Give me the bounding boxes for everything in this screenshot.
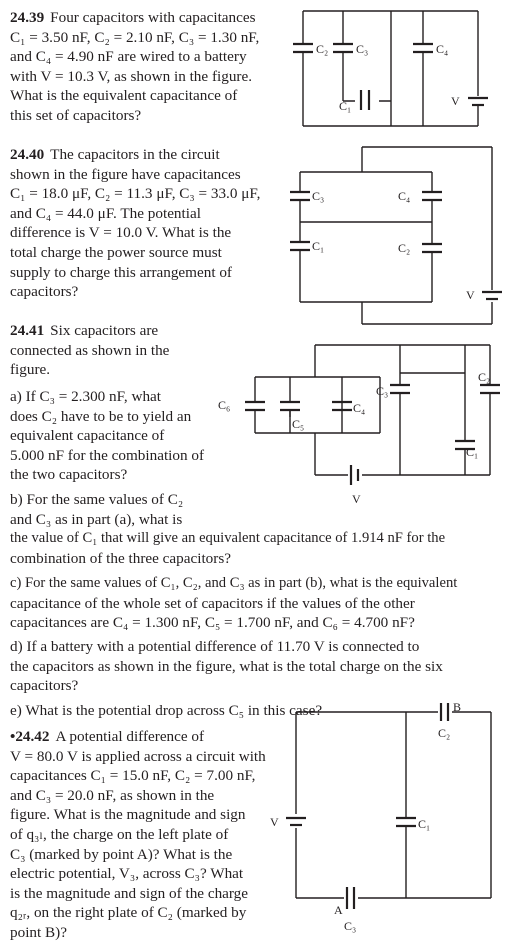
- problem-line: connected as shown in the: [10, 341, 170, 359]
- part-a-line: equivalent capacitance of: [10, 427, 165, 445]
- c4-label: C₄: [398, 189, 411, 203]
- part-a-line: the two capacitors?: [10, 466, 128, 484]
- problem-line: this set of capacitors?: [10, 106, 142, 124]
- problem-line: figure. What is the magnitude and sign: [10, 806, 246, 824]
- c1-label: C₁: [466, 445, 479, 459]
- part-a-line: a) If C₃ = 2.300 nF, what: [10, 388, 161, 405]
- problem-line: What is the equivalent capacitance of: [10, 87, 238, 105]
- c2-label: C₂: [438, 726, 451, 740]
- part-b-line: combination of the three capacitors?: [10, 549, 231, 567]
- c1-label: C₁: [339, 99, 352, 113]
- part-c-line: capacitance of the whole set of capacitors if the values of the other: [10, 594, 415, 612]
- problem-line: capacitors?: [10, 283, 79, 301]
- problem-line: capacitances C₁ = 15.0 nF, C₂ = 7.00 nF,: [10, 767, 256, 785]
- circuit-figure-24-41: [210, 335, 510, 510]
- a-label: A: [334, 903, 343, 917]
- problem-24-40-text: [10, 145, 280, 302]
- c2-label: C₂: [478, 370, 491, 384]
- problem-line: total charge the power source must: [10, 243, 222, 261]
- problem-line: is the magnitude and sign of the charge: [10, 884, 249, 902]
- problem-24-41-part-d: [10, 637, 505, 696]
- c5-label: C₅: [292, 417, 305, 431]
- problem-24-41-intro: [10, 321, 210, 380]
- problem-line: and C₄ = 4.90 nF are wired to a battery: [10, 48, 247, 66]
- problem-line: C₃ (marked by point A)? What is the: [10, 845, 233, 863]
- circuit-figure-24-39: [283, 6, 503, 131]
- v-label: V: [451, 94, 460, 108]
- part-e-line: e) What is the potential drop across C₅ in this case?: [10, 702, 323, 719]
- problem-line: C₁ = 3.50 nF, C₂ = 2.10 nF, C₃ = 1.30 nF,: [10, 28, 260, 46]
- c3-label: C₃: [356, 42, 369, 56]
- problem-line: q₂ᵣ, on the right plate of C₂ (marked by: [10, 904, 247, 922]
- problem-line: supply to charge this arrangement of: [10, 263, 232, 281]
- problem-line: Six capacitors are: [50, 322, 159, 339]
- v-label: V: [466, 288, 475, 302]
- c1-label: C₁: [312, 239, 325, 253]
- problem-line: shown in the figure have capacitances: [10, 165, 241, 183]
- problem-line: of q₃ₗ, the charge on the left plate of: [10, 825, 229, 843]
- part-b-line: and C₃ as in part (a), what is: [10, 510, 183, 528]
- problem-24-41-part-c: [10, 574, 505, 633]
- c4-label: C₄: [353, 401, 366, 415]
- problem-line: electric potential, V₃, across C₃? What: [10, 865, 244, 883]
- problem-number: 24.41: [10, 322, 45, 339]
- problem-line: The capacitors in the circuit: [50, 146, 220, 163]
- part-d-line: d) If a battery with a potential difference of 11.70 V is connected to: [10, 638, 420, 655]
- problem-line: A potential difference of: [55, 728, 205, 745]
- part-c-line: c) For the same values of C₁, C₂, and C₃ as in part (b), what is the equivalent: [10, 575, 458, 591]
- problem-line: figure.: [10, 361, 51, 379]
- part-c-line: capacitances are C₄ = 1.300 nF, C₅ = 1.700 nF, and C₆ = 4.700 nF?: [10, 614, 415, 632]
- part-a-line: 5.000 nF for the combination of: [10, 446, 205, 464]
- problem-line: and C₄ = 44.0 μF. The potential: [10, 204, 201, 222]
- part-d-line: capacitors?: [10, 677, 79, 695]
- c3-label: C₃: [376, 384, 389, 398]
- problem-number: •24.42: [10, 728, 50, 745]
- c3-label: C₃: [312, 189, 325, 203]
- problem-line: V = 80.0 V is applied across a circuit with: [10, 747, 266, 765]
- c4-label: C₄: [436, 42, 449, 56]
- part-d-line: the capacitors as shown in the figure, what is the total charge on the six: [10, 657, 443, 675]
- circuit-figure-24-42: [266, 700, 511, 945]
- problem-line: with V = 10.3 V, as shown in the figure.: [10, 67, 253, 85]
- c1-label: C₁: [418, 817, 431, 831]
- c6-label: C₆: [218, 398, 231, 412]
- part-b-line: the value of C₁ that will give an equivalent capacitance of 1.914 nF for the: [10, 530, 446, 547]
- v-label: V: [352, 492, 361, 506]
- c3-label: C₃: [344, 919, 357, 933]
- problem-24-42-text: [10, 727, 278, 943]
- problem-line: difference is V = 10.0 V. What is the: [10, 224, 232, 242]
- problem-number: 24.39: [10, 9, 45, 26]
- problem-line: Four capacitors with capacitances: [50, 9, 256, 26]
- c2-label: C₂: [316, 42, 329, 56]
- problem-24-41-part-a: [10, 387, 210, 485]
- c2-label: C₂: [398, 241, 411, 255]
- circuit-figure-24-40: [282, 142, 512, 327]
- part-a-line: does C₂ have to be to yield an: [10, 407, 192, 425]
- problem-line: and C₃ = 20.0 nF, as shown in the: [10, 786, 215, 804]
- problem-24-39-text: [10, 8, 280, 126]
- part-b-line: b) For the same values of C₂: [10, 491, 184, 508]
- problem-line: C₁ = 18.0 μF, C₂ = 11.3 μF, C₃ = 33.0 μF,: [10, 185, 261, 203]
- v-label: V: [270, 815, 279, 829]
- problem-number: 24.40: [10, 146, 45, 163]
- b-label: B: [453, 700, 462, 714]
- problem-line: point B)?: [10, 923, 67, 941]
